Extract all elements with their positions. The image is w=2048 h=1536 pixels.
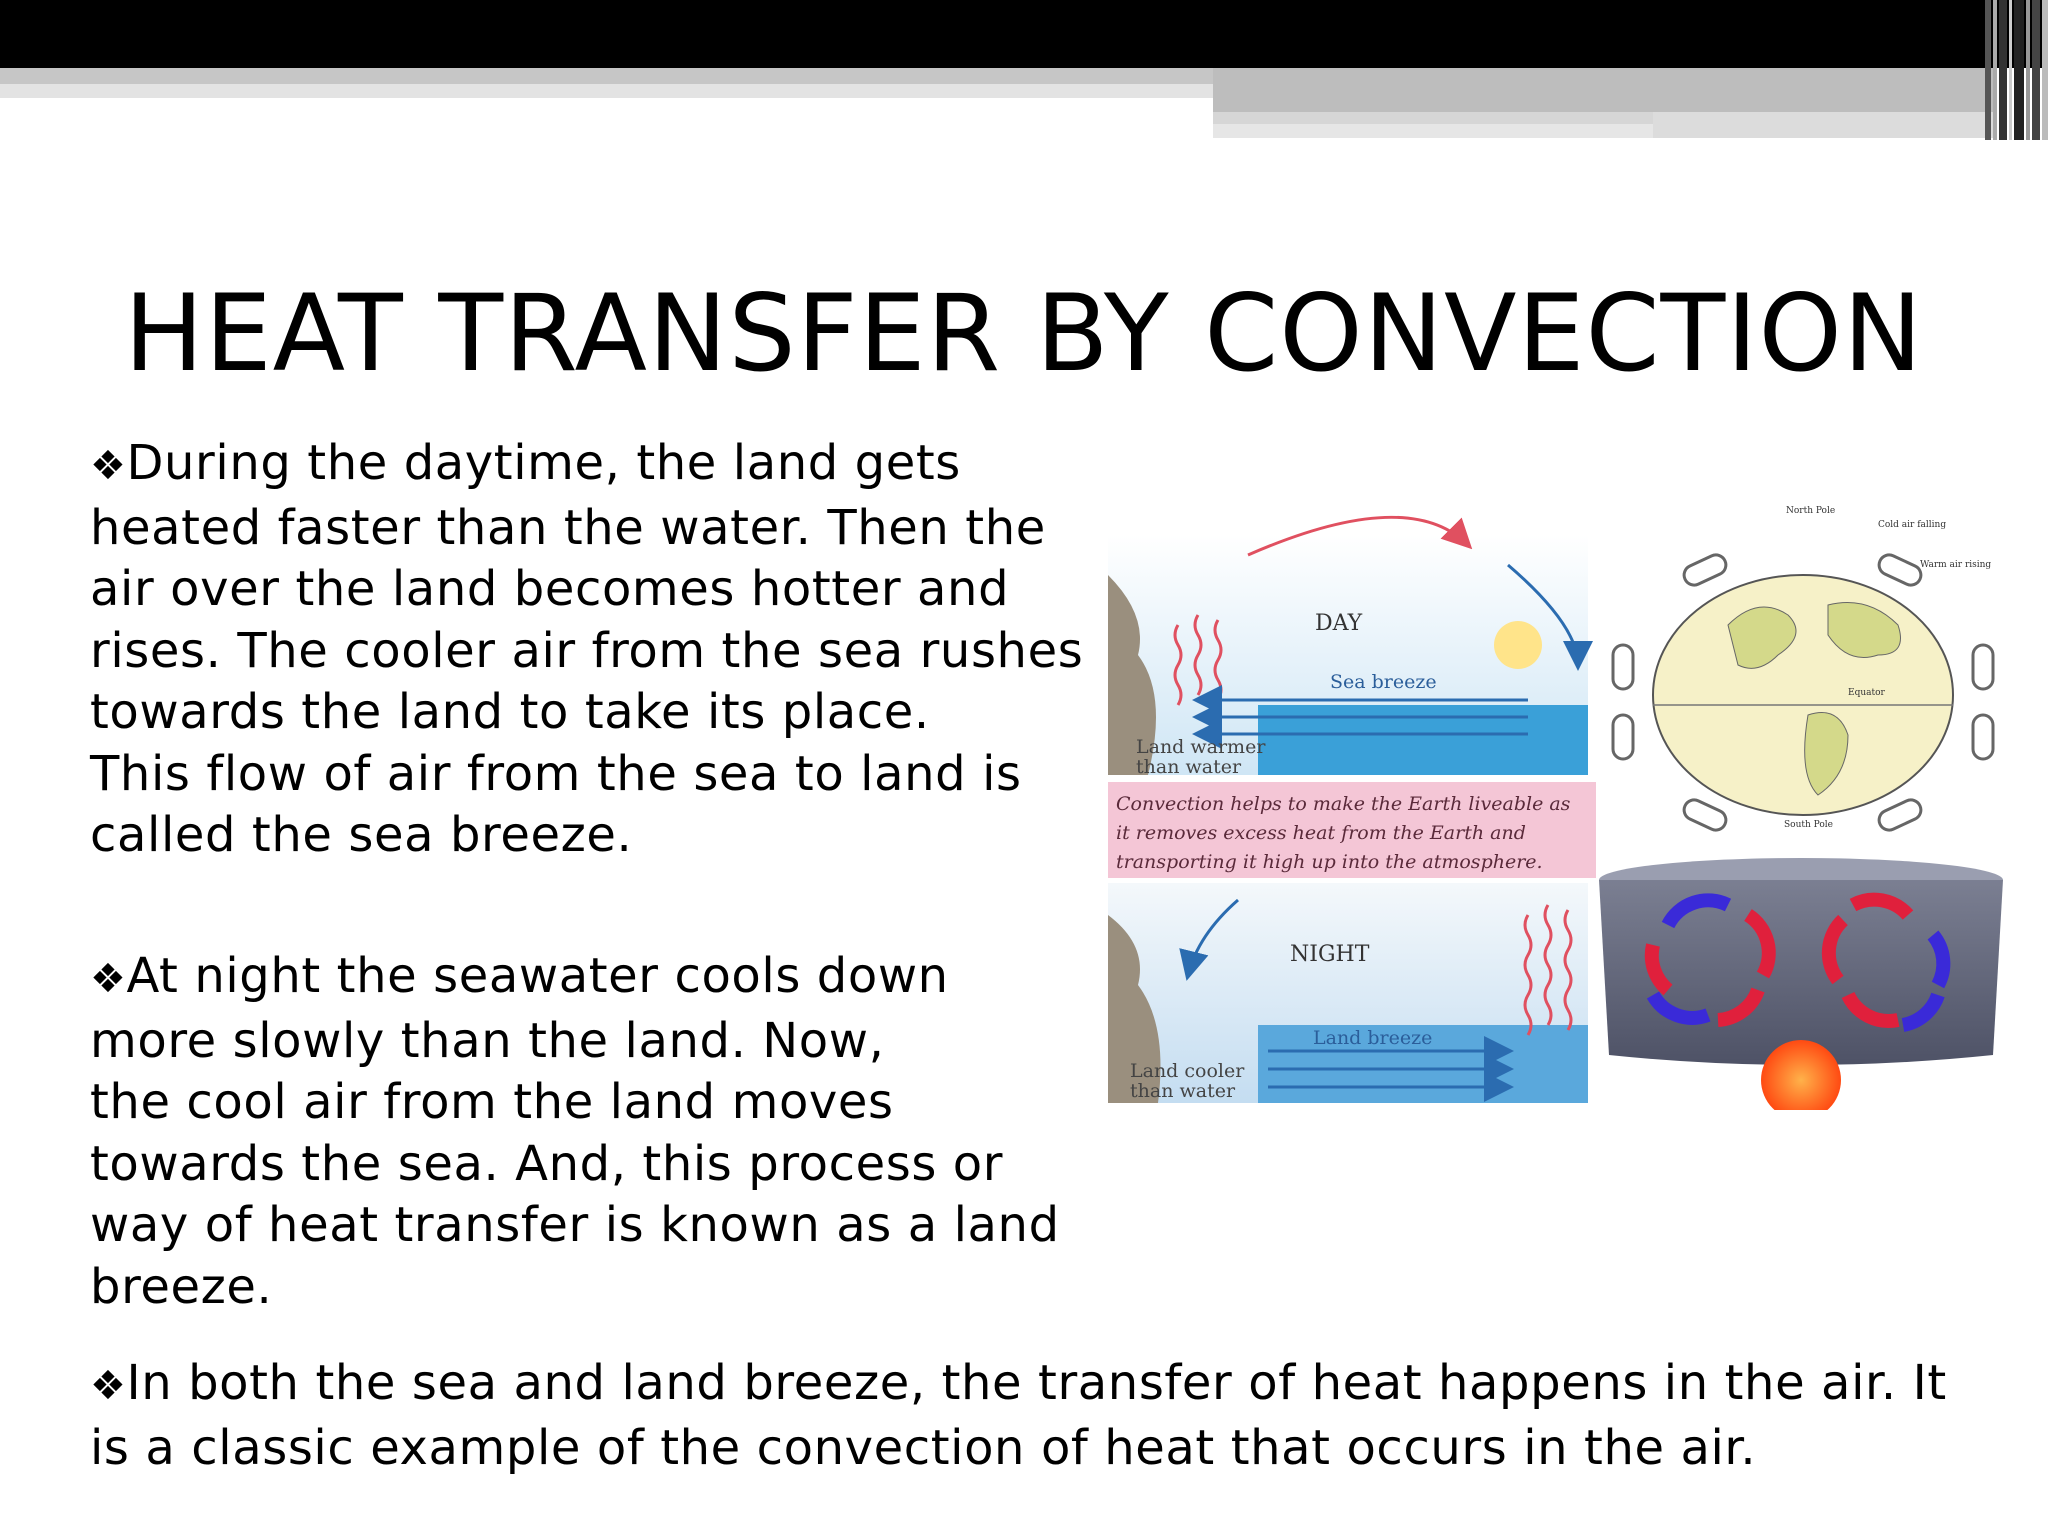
land-cooler-label: Land cooler xyxy=(1130,1060,1245,1082)
top-black-bar xyxy=(0,0,2048,68)
globe-equator-label: Equator xyxy=(1848,688,1885,698)
land-cooler-label: than water xyxy=(1130,1080,1236,1102)
paragraph-line: more slowly than the land. Now, xyxy=(90,1012,885,1069)
header-stripe xyxy=(1213,112,1653,124)
globe-north-pole-label: North Pole xyxy=(1786,506,1836,516)
paragraph-line: way of heat transfer is known as a land xyxy=(90,1197,1060,1253)
paragraph-land-breeze xyxy=(90,946,1060,1318)
paragraph-line: ❖In both the sea and land breeze, the transfer of heat happens in the air. It xyxy=(90,1355,1947,1411)
slide-title: HEAT TRANSFER BY CONVECTION xyxy=(124,272,1924,395)
caption-line: transporting it high up into the atmosphere. xyxy=(1116,851,1543,873)
header-stripe xyxy=(1653,112,1993,138)
land-breeze-label: Land breeze xyxy=(1313,1027,1433,1049)
paragraph-line: ❖At night the seawater cools down xyxy=(90,948,949,1004)
header-edge-bars xyxy=(1985,0,2048,140)
paragraph-line: rises. The cooler air from the sea rushes xyxy=(90,622,1084,679)
paragraph-summary xyxy=(90,1353,1947,1479)
caption-box xyxy=(1108,782,1596,878)
header-stripe xyxy=(0,68,1213,84)
convection-cell-icon xyxy=(1973,645,1993,689)
convection-cell-icon xyxy=(1973,715,1993,759)
paragraph-line: air over the land becomes hotter and xyxy=(90,561,1010,617)
paragraph-line: is a classic example of the convection of heat that occurs in the air. xyxy=(90,1419,1757,1476)
land-warmer-label: Land warmer xyxy=(1136,736,1266,758)
paragraph-line: ❖During the daytime, the land gets xyxy=(90,435,961,491)
globe-cold-air-label: Cold air falling xyxy=(1878,520,1947,530)
day-panel xyxy=(1108,517,1588,778)
header-stripe xyxy=(1213,68,1993,112)
convection-cell-icon xyxy=(1613,715,1633,759)
convection-figure-svg xyxy=(1108,495,2008,1110)
caption-line: Convection helps to make the Earth liveable as xyxy=(1116,793,1571,815)
globe-icon xyxy=(1653,575,1953,815)
convection-cell-icon xyxy=(1876,797,1924,834)
bullet-icon: ❖ xyxy=(90,956,127,1002)
globe-diagram xyxy=(1613,506,1993,833)
convection-cell-icon xyxy=(1613,645,1633,689)
paragraph-line: the cool air from the land moves xyxy=(90,1074,894,1130)
globe-south-pole-label: South Pole xyxy=(1784,820,1833,830)
paragraph-line: towards the sea. And, this process or xyxy=(90,1135,1004,1192)
sun-icon xyxy=(1494,621,1542,669)
paragraph-line: This flow of air from the sea to land is xyxy=(90,745,1022,802)
night-panel xyxy=(1108,883,1588,1103)
sea-breeze-label: Sea breeze xyxy=(1330,671,1437,693)
convection-cell-icon xyxy=(1681,552,1729,589)
header-stripe xyxy=(0,84,1213,98)
paragraph-line: towards the land to take its place. xyxy=(90,684,930,740)
convection-cell-icon xyxy=(1876,552,1924,589)
heated-container-diagram xyxy=(1599,858,2003,1110)
convection-cell-icon xyxy=(1681,797,1729,834)
day-label: DAY xyxy=(1315,611,1363,636)
paragraph-line: heated faster than the water. Then the xyxy=(90,499,1046,556)
convection-illustration xyxy=(1108,495,2008,1110)
header-stripe xyxy=(1213,124,1653,138)
night-label: NIGHT xyxy=(1290,942,1370,967)
paragraph-line: breeze. xyxy=(90,1258,273,1315)
caption-line: it removes excess heat from the Earth and xyxy=(1116,822,1526,844)
globe-warm-air-label: Warm air rising xyxy=(1920,560,1992,570)
land-warmer-label: than water xyxy=(1136,756,1242,778)
paragraph-sea-breeze xyxy=(90,433,1083,867)
paragraph-line: called the sea breeze. xyxy=(90,807,633,863)
bullet-icon: ❖ xyxy=(90,443,127,489)
bullet-icon: ❖ xyxy=(90,1363,127,1409)
